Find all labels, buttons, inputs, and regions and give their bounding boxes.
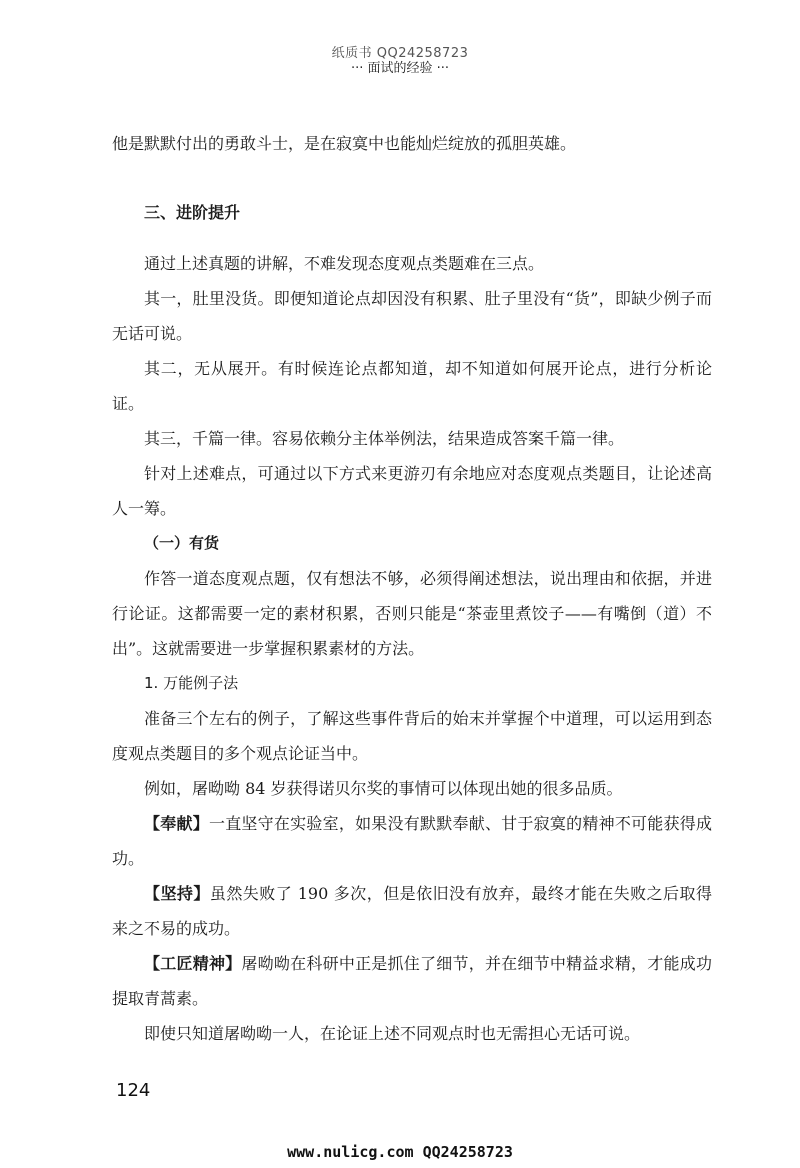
- running-head: ··· 面试的经验 ···: [350, 61, 450, 76]
- watermark: 纸质书 QQ24258723: [331, 46, 469, 61]
- paragraph: 针对上述难点，可通过以下方式来更游刃有余地应对态度观点类题目，让论述高人一筹。: [112, 464, 712, 518]
- example-label: 【奉献】: [144, 814, 209, 833]
- paragraph: 其一，肚里没货。即便知道论点却因没有积累、肚子里没有“货”，即缺少例子而无话可说。: [112, 289, 712, 343]
- example-text: 一直坚守在实验室，如果没有默默奉献、甘于寂寞的精神不可能获得成功。: [112, 814, 712, 868]
- page-content: [112, 126, 712, 1051]
- subsection-title: （一）有货: [144, 534, 220, 552]
- page-number: 124: [116, 1080, 151, 1101]
- method-title: 1. 万能例子法: [144, 674, 239, 692]
- example-item: [112, 876, 712, 946]
- footer-url: www.nulicg.com QQ24258723: [287, 1143, 513, 1161]
- paragraph: 准备三个左右的例子，了解这些事件背后的始末并掌握个中道理，可以运用到态度观点类题目的多个观点论证当中。: [112, 709, 712, 763]
- example-text: 虽然失败了 190 多次，但是依旧没有放弃，最终才能在失败之后取得来之不易的成功。: [112, 884, 712, 938]
- paragraph: 即使只知道屠呦呦一人，在论证上述不同观点时也无需担心无话可说。: [144, 1024, 641, 1043]
- example-item: [112, 806, 712, 876]
- paragraph: 其二，无从展开。有时候连论点都知道，却不知道如何展开论点，进行分析论证。: [112, 359, 712, 413]
- example-item: [112, 946, 712, 1016]
- intro-line: 他是默默付出的勇敢斗士，是在寂寞中也能灿烂绽放的孤胆英雄。: [112, 134, 577, 153]
- paragraph: 通过上述真题的讲解，不难发现态度观点类题难在三点。: [144, 254, 545, 273]
- paragraph: 其三，千篇一律。容易依赖分主体举例法，结果造成答案千篇一律。: [144, 429, 625, 448]
- example-text: 屠呦呦在科研中正是抓住了细节，并在细节中精益求精，才能成功提取青蒿素。: [112, 954, 712, 1008]
- paragraph: 例如，屠呦呦 84 岁获得诺贝尔奖的事情可以体现出她的很多品质。: [144, 779, 623, 798]
- example-label: 【坚持】: [144, 884, 210, 903]
- paragraph: 作答一道态度观点题，仅有想法不够，必须得阐述想法，说出理由和依据，并进行论证。这都需要一定的素材积累，否则只能是“茶壶里煮饺子——有嘴倒（道）不出”。这就需要进一步掌握积累素材的方法。: [112, 569, 712, 658]
- example-label: 【工匠精神】: [144, 954, 242, 973]
- section-title: 三、进阶提升: [144, 203, 241, 222]
